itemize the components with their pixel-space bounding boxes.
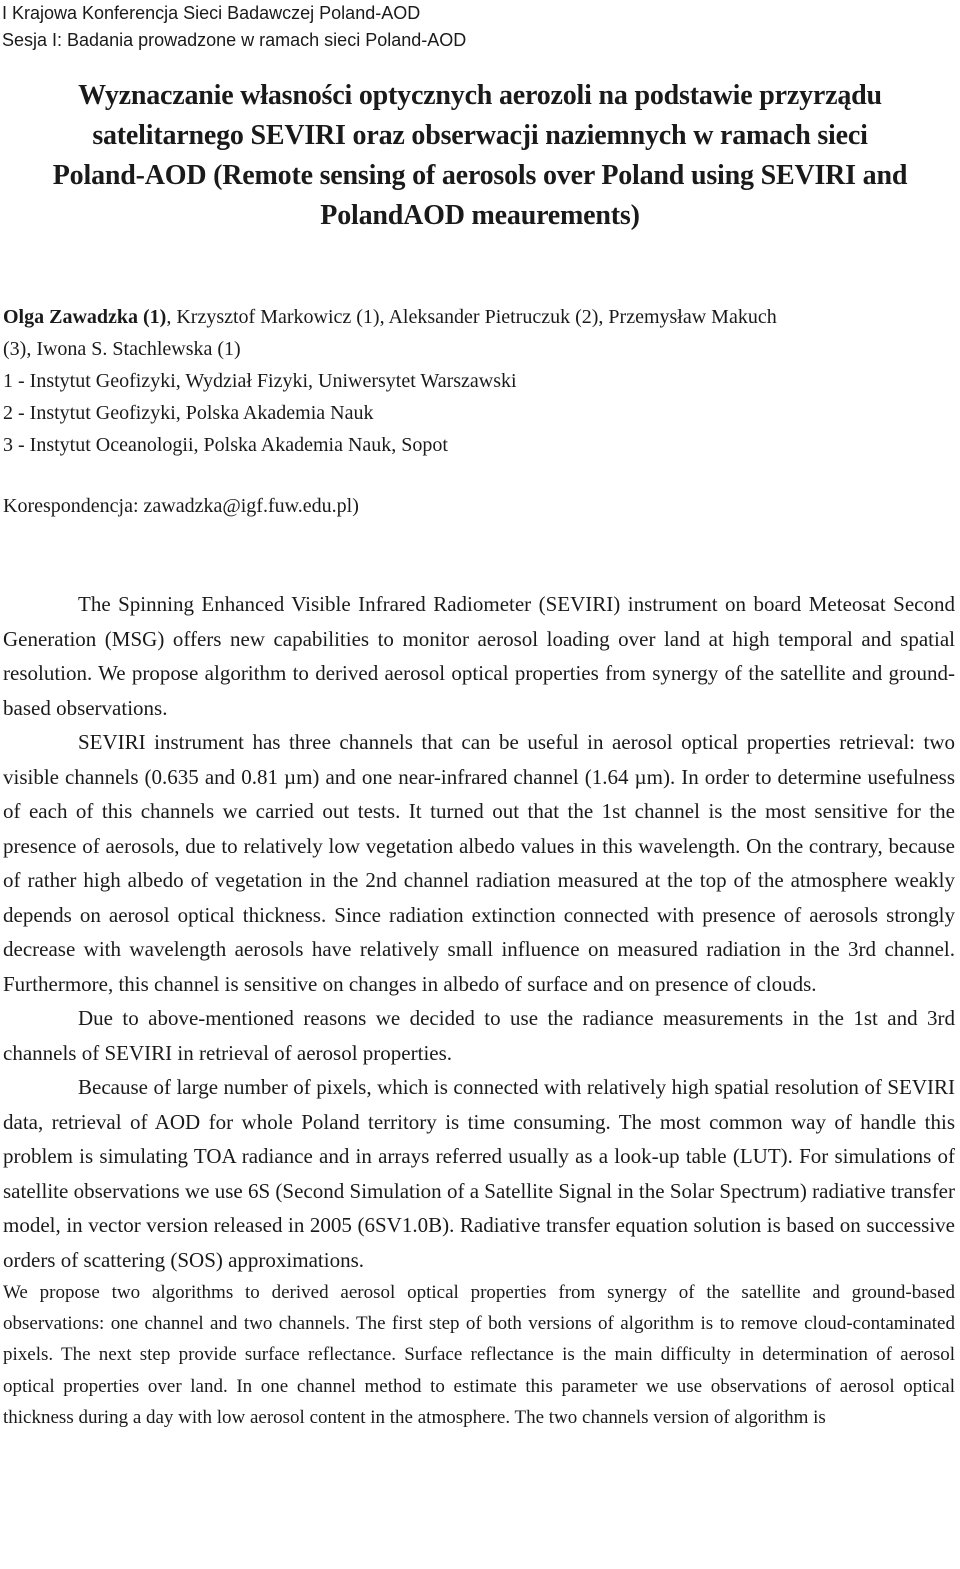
title-line: Wyznaczanie własności optycznych aerozoli na podstawie przyrządu <box>78 80 882 111</box>
correspondence: Korespondencja: zawadzka@igf.fuw.edu.pl) <box>3 495 359 517</box>
session-name: Sesja I: Badania prowadzone w ramach sieci Poland-AOD <box>2 30 467 50</box>
author-block <box>3 301 958 461</box>
conference-name: I Krajowa Konferencja Sieci Badawczej Poland-AOD <box>2 3 421 23</box>
affiliation: 2 - Instytut Geofizyki, Polska Akademia Nauk <box>3 402 374 424</box>
author-line <box>3 301 958 333</box>
abstract-body <box>3 587 955 1433</box>
page-header <box>2 0 466 54</box>
abstract-paragraph: The Spinning Enhanced Visible Infrared Radiometer (SEVIRI) instrument on board Meteosat Second Generation (MSG) offers new capabilities to monitor aerosol loading over land at high temporal and spatial resolution. We propose algorithm to derived aerosol optical properties from synergy of the satellite and ground-based observations. <box>3 592 955 720</box>
affiliation: 3 - Instytut Oceanologii, Polska Akademia Nauk, Sopot <box>3 434 448 456</box>
paper-title <box>0 76 960 236</box>
co-authors: , Krzysztof Markowicz (1), Aleksander Pietruczuk (2), Przemysław Makuch <box>166 306 777 328</box>
first-author: Olga Zawadzka (1) <box>3 306 167 328</box>
affiliation: 1 - Instytut Geofizyki, Wydział Fizyki, Uniwersytet Warszawski <box>3 370 517 392</box>
abstract-paragraph: Due to above-mentioned reasons we decided to use the radiance measurements in the 1st and 3rd channels of SEVIRI in retrieval of aerosol properties. <box>3 1006 955 1065</box>
title-line: Poland-AOD (Remote sensing of aerosols over Poland using SEVIRI and <box>52 160 908 191</box>
abstract-paragraph: SEVIRI instrument has three channels that can be useful in aerosol optical properties retrieval: two visible channels (0.635 and 0.81 µm) and one near-infrared channel (1.64 µm). In order to determine usefulness of each of this channels we carried out tests. It turned out that the 1st channel is the most sensitive for the presence of aerosols, due to relatively low vegetation albedo values in this wavelength. On the contrary, because of rather high albedo of vegetation in the 2nd channel radiation measured at the top of the atmosphere weakly depends on aerosol optical thickness. Since radiation extinction connected with presence of aerosols strongly decrease with wavelength aerosols have relatively small influence on measured radiation in the 3rd channel. Furthermore, this channel is sensitive on changes in albedo of surface and on presence of clouds. <box>3 730 955 996</box>
title-line: satelitarnego SEVIRI oraz obserwacji naziemnych w ramach sieci <box>92 120 868 151</box>
author-line: (3), Iwona S. Stachlewska (1) <box>3 338 241 360</box>
abstract-paragraph: We propose two algorithms to derived aerosol optical properties from synergy of the satellite and ground-based observations: one channel and two channels. The first step of both versions of algorithm is to remove cloud-contaminated pixels. The next step provide surface reflectance. Surface reflectance is the main difficulty in determination of aerosol optical properties over land. In one channel method to estimate this parameter we use observations of aerosol optical thickness during a day with low aerosol content in the atmosphere. The two channels version of algorithm is <box>3 1282 955 1428</box>
abstract-paragraph: Because of large number of pixels, which is connected with relatively high spatial resolution of SEVIRI data, retrieval of AOD for whole Poland territory is time consuming. The most common way of handle this problem is simulating TOA radiance and in arrays referred usually as a look-up table (LUT). For simulations of satellite observations we use 6S (Second Simulation of a Satellite Signal in the Solar Spectrum) radiative transfer model, in vector version released in 2005 (6SV1.0B). Radiative transfer equation solution is based on successive orders of scattering (SOS) approximations. <box>3 1075 955 1272</box>
title-line: PolandAOD meaurements) <box>320 200 640 231</box>
